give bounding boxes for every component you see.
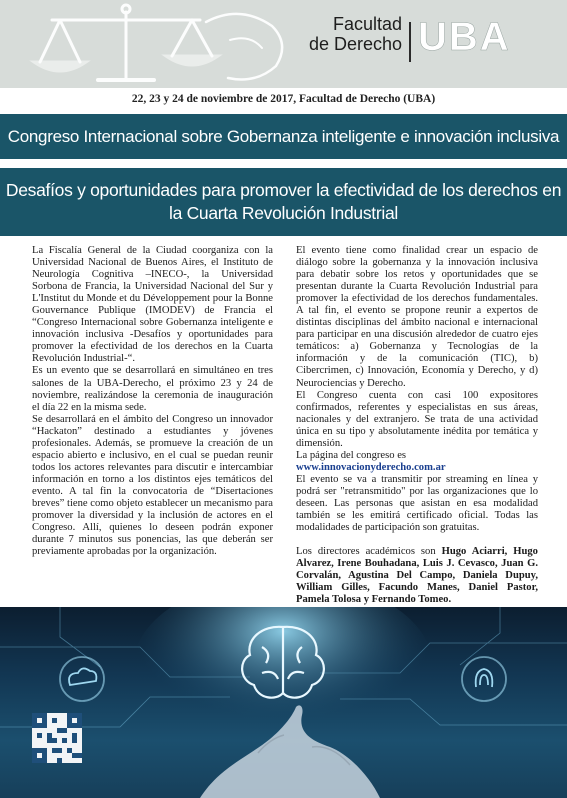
subtitle-line-1: Desafíos y oportunidades para promover la efectividad de los derechos en xyxy=(5,180,562,200)
university-logo: UBA xyxy=(418,15,511,59)
left-column xyxy=(32,245,273,558)
directors-paragraph xyxy=(296,546,538,606)
event-dateline: 22, 23 y 24 de noviembre de 2017, Facultad de Derecho (UBA) xyxy=(131,93,436,105)
fingerprint-icon xyxy=(462,657,506,701)
header xyxy=(0,0,567,88)
intro-text: La Fiscalía General de la Ciudad coorganiza con la Universidad Nacional de Buenos Aires, el Instituto de Neurología Cognitiva –INECO-, la Universidad Sorbona de Francia, la Universidad Nacional del Sur y L'Institut du Monde et du Développement pour la Bonne Gouvernance Publique (IMODEV) de Francia el xyxy=(32,245,273,317)
qr-code-icon[interactable] xyxy=(32,713,82,763)
intro-paragraph xyxy=(32,245,273,365)
congress-full-name: “Congreso Internacional sobre Gobernanza inteligente e innovación inclusiva -Desafíos y oportunidades para promover la efectividad de los derechos en la Cuarta Revolución Industrial-“. xyxy=(32,317,273,365)
website-link[interactable]: www.innovacionyderecho.com.ar xyxy=(296,461,446,473)
website-intro: La página del congreso es xyxy=(296,449,407,461)
cloud-icon xyxy=(60,657,104,701)
footer-technology-image xyxy=(0,607,567,798)
congress-title: Congreso Internacional sobre Gobernanza inteligente e innovación inclusiva xyxy=(0,114,567,159)
header-divider xyxy=(409,22,411,62)
purpose-paragraph: El evento tiene como finalidad crear un espacio de diálogo sobre la gobernanza y la innovación inclusiva para debatir sobre los retos y oportunidades que se presentan durante la Cuarta Revolución Industrial para promover la efectividad de los derechos fundamentales. A tal fin, el evento se propone reunir a expertos de distintas disciplinas del ámbito nacional e internacional para participar en una discusión alrededor de cuatro ejes temáticos: a) Gobernanza y Tecnologías de la información y de la comunicación (TIC), b) Cibercrimen, c) Innovación, Economía y Derecho, y d) Neurociencias y Derecho. xyxy=(296,245,538,389)
directors-names: Hugo Aciarri, Hugo Alvarez, Irene Bouhadana, Luis J. Cevasco, Juan G. Corvalán, Agustina Del Campo, Daniela Dupuy, William Gilles, Facundo Manes, Daniel Pastor, Pamela Tolosa y Fernando Tomeo. xyxy=(296,546,538,606)
right-column xyxy=(296,245,538,606)
directors-intro: Los directores académicos son xyxy=(296,546,442,558)
speakers-paragraph: El Congreso cuenta con casi 100 expositores confirmados, referentes y especialistas en sus áreas, nacionales y del extranjero. Se trata de una actividad única en su tipo y absolutamente inédita por temática y dimensión. xyxy=(296,389,538,449)
faculty-name xyxy=(282,14,402,54)
faculty-line-2: de Derecho xyxy=(308,34,402,54)
scales-of-justice-icon xyxy=(0,0,300,88)
faculty-line-1: Facultad xyxy=(332,14,402,34)
subtitle-line-2: la Cuarta Revolución Industrial xyxy=(168,203,399,223)
congress-subtitle xyxy=(0,168,567,236)
streaming-paragraph: El evento se va a transmitir por streaming en línea y podrá ser "retransmitido" por las organizaciones que lo deseen. Las personas que asistan en esa modalidad también se les emitirá certificado oficial. Todas las modalidades de participación son gratuitas. xyxy=(296,473,538,534)
dates-paragraph: Es un evento que se desarrollará en simultáneo en tres salones de la UBA-Derecho, el próximo 23 y 24 de noviembre, realizándose la ceremonia de inauguración el día 22 en la misma sede. xyxy=(32,365,273,413)
hackaton-paragraph: Se desarrollará en el ámbito del Congreso un innovador “Hackaton” destinado a estudiantes y jóvenes profesionales. Además, se promueve la creación de un espacio abierto e inclusivo, en el cual se puedan reunir todos los actores relevantes para discutir e intercambiar información en torno a los distintos ejes temáticos del evento. A tal fin la convocatoria de “Disertaciones breves” tiene como objeto establecer un mecanismo para promover la diversidad y la inclusión de actores en el Congreso. Allí, quienes lo deseen podrán exponer durante 7 minutos sus ponencias, las que deberán ser previamente aprobadas por la organización. xyxy=(32,413,273,558)
